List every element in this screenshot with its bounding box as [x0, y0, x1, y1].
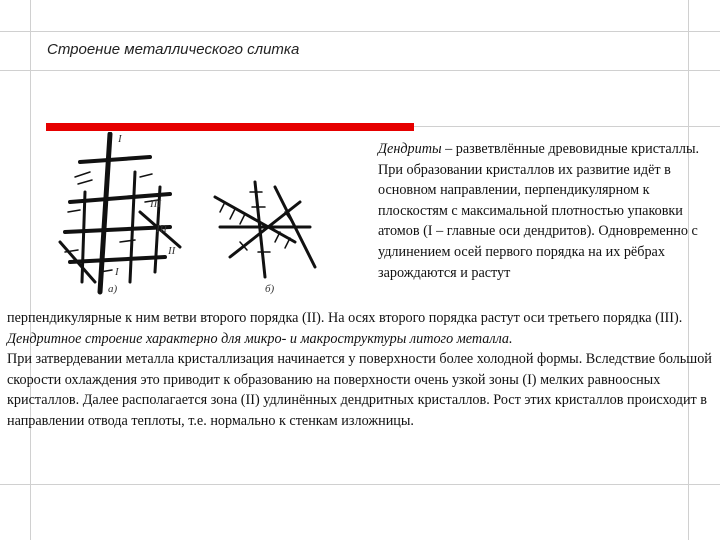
- accent-bar: [46, 123, 414, 131]
- definition-continuation: [7, 308, 717, 349]
- page-title: Строение металлического слитка: [47, 41, 300, 58]
- bottom-rule: [0, 484, 720, 485]
- accent-rule: [414, 126, 720, 127]
- figure-label-b: б): [265, 283, 275, 295]
- axis-label-1-top: I: [118, 133, 122, 145]
- definition-italic: Дендритное строение характерно для микро- и макроструктуры литого металла.: [7, 330, 513, 347]
- axis-label-3-upper: III: [150, 198, 161, 210]
- body-text: [7, 308, 717, 432]
- definition-part-1: – разветвлённые древовидные кристаллы. При образовании кристаллов их развитие идёт в основном направлении, перпендикулярном к плоскостям с максимальной плотностью упаковки атомов (I – главные оси дендритов). Одновременно с удлинением осей первого порядка на их рёбрах зарождаются и растут: [378, 141, 700, 281]
- top-rule: [0, 31, 720, 32]
- title-rule: [0, 70, 720, 71]
- definition-part-2: перпендикулярные к ним ветви второго порядка (II). На осях второго порядка растут оси третьего порядка (III).: [7, 310, 683, 326]
- axis-label-2: II: [168, 245, 176, 257]
- definition-text-column: [378, 139, 716, 283]
- dendrite-figure: [40, 132, 330, 297]
- figure-label-a: а): [108, 283, 118, 295]
- definition-term: Дендриты: [378, 141, 442, 157]
- axis-label-3-lower: III: [156, 223, 167, 235]
- left-margin-line: [30, 0, 31, 540]
- axis-label-1-bottom: I: [115, 266, 119, 278]
- solidification-paragraph: При затвердевании металла кристаллизация начинается у поверхности более холодной формы. Вследствие большой скорости охлаждения это приводит к образованию на поверхности очень узкой зоны (I) мелких равноосных кристаллов. Далее располагается зона (II) удлинённых дендритных кристаллов. Рост этих кристаллов происходит в направлении отвода теплоты, т.е. нормально к стенкам изложницы.: [7, 351, 712, 429]
